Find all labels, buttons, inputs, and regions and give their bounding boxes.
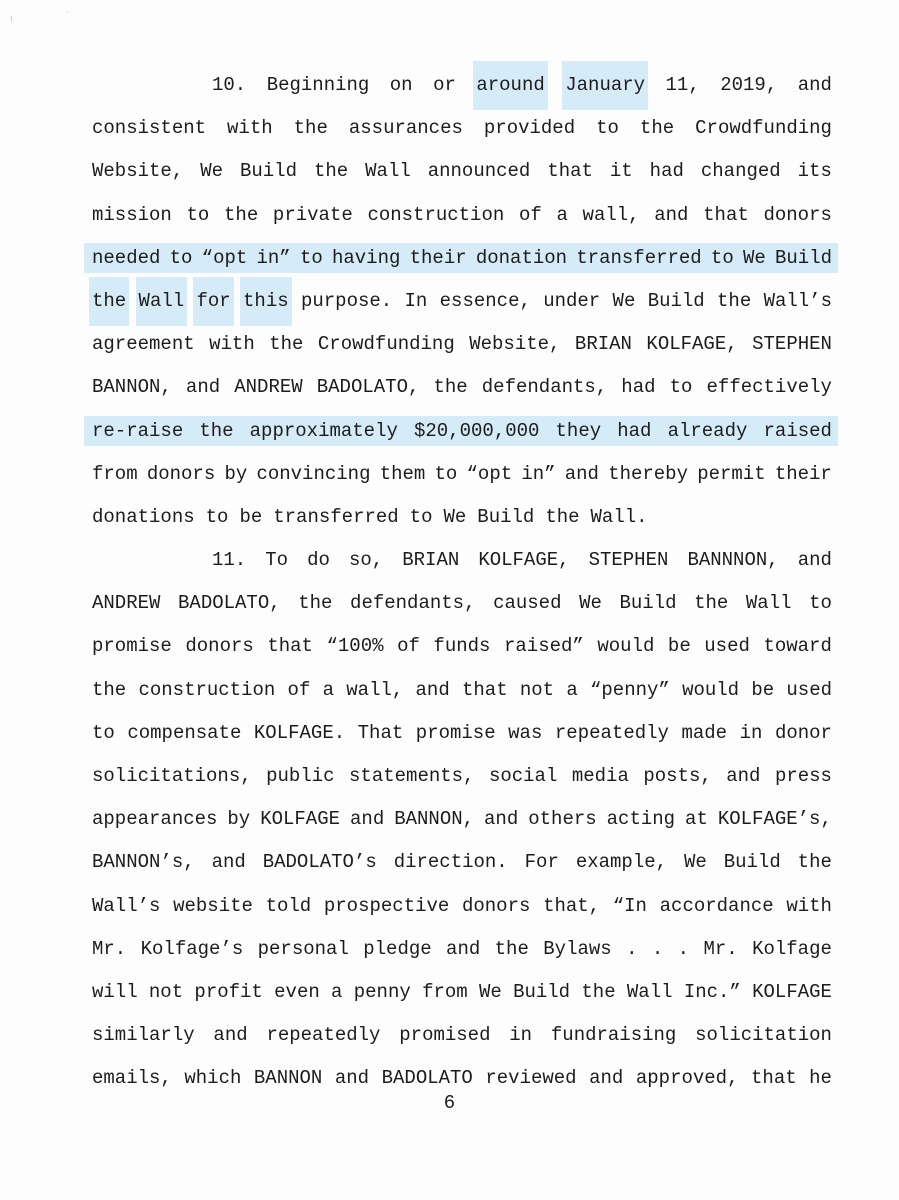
word: We [612, 289, 636, 312]
word: even [274, 980, 320, 1003]
text-line [92, 625, 832, 668]
word: used [704, 635, 750, 658]
word: approximately [249, 420, 398, 443]
word: We [579, 592, 602, 615]
word: private [272, 203, 353, 226]
word: BANNON’s, [92, 851, 195, 874]
word: by [227, 808, 251, 831]
word: so, [348, 549, 384, 572]
word: to [434, 462, 458, 485]
word: the [313, 160, 349, 183]
word: Inc.” [683, 980, 741, 1003]
word: example, [575, 851, 668, 874]
word: profit [194, 980, 263, 1003]
word: funds [433, 635, 491, 658]
word: not [148, 980, 184, 1003]
word: wall, [346, 678, 404, 701]
word: media [571, 765, 629, 787]
word: purpose. [300, 289, 393, 312]
word: announced [427, 160, 531, 183]
text-line [92, 280, 832, 323]
text-line [92, 798, 832, 841]
highlighted-word: for [196, 280, 230, 323]
word: be [239, 505, 263, 528]
word: with [227, 117, 273, 140]
word: public [266, 765, 335, 787]
word: promise [415, 721, 496, 744]
word: pledge [363, 937, 432, 960]
word: under [543, 289, 601, 312]
highlighted-word: the [92, 280, 126, 323]
document-body [92, 64, 832, 1101]
word: personal [257, 937, 349, 960]
word: to [169, 247, 193, 270]
word: Crowdfunding [317, 333, 455, 356]
word: that, [543, 894, 601, 917]
word: 11, [665, 74, 700, 96]
word: We [742, 247, 766, 270]
word: a [556, 203, 568, 226]
word: We [683, 851, 707, 874]
word: promised [399, 1024, 491, 1047]
text-line [92, 323, 832, 366]
word: told [265, 894, 312, 917]
word: BANNNON, [687, 549, 779, 572]
highlighted-word: around [476, 64, 544, 107]
text-line [92, 366, 832, 409]
word: STEPHEN [588, 549, 669, 572]
word: STEPHEN [752, 333, 832, 356]
word: repeatedly [266, 1024, 381, 1047]
text-line [92, 194, 832, 237]
word: direction. [393, 851, 508, 874]
word: caused [493, 592, 562, 615]
word: agreement [92, 333, 195, 356]
word: BRIAN [574, 333, 632, 356]
word: penny [353, 980, 411, 1003]
word: they [555, 420, 602, 443]
text-line [92, 496, 832, 539]
word: and [415, 678, 450, 701]
word: he [809, 1067, 832, 1090]
word: BANNON, [394, 808, 475, 831]
word: emails, [92, 1067, 172, 1090]
word: Build [477, 505, 535, 528]
word: that [462, 678, 508, 701]
word: . [651, 937, 664, 960]
text-line [92, 669, 832, 712]
word: Build [619, 592, 677, 615]
word: Build [774, 247, 832, 270]
word: defendants, [350, 592, 476, 615]
highlighted-text-line [84, 243, 838, 273]
word: donors [461, 894, 531, 917]
word: 11. [212, 549, 247, 572]
word: made [681, 721, 728, 744]
word: Build [647, 289, 705, 312]
word: the [797, 851, 832, 874]
word: to [205, 505, 229, 528]
highlighted-word: Wall [139, 280, 185, 323]
word: Wall [626, 980, 673, 1003]
word: promise [92, 635, 172, 658]
word: consistent [92, 117, 207, 140]
word: Website, [469, 333, 561, 356]
word: and [213, 1024, 248, 1047]
word: and [211, 851, 246, 874]
word: the [224, 203, 259, 226]
scan-artifact: · [66, 8, 69, 18]
word: statements, [349, 765, 475, 787]
word: already [667, 420, 748, 443]
word: In [404, 289, 428, 312]
word: to [186, 203, 210, 226]
word: posts, [643, 765, 712, 787]
word: that [703, 203, 749, 226]
word: would [597, 635, 655, 658]
word: changed [700, 160, 781, 183]
word: assurances [348, 117, 463, 140]
word: to [92, 721, 115, 744]
word: was [508, 721, 543, 744]
word: transferred [273, 505, 399, 528]
word: social [488, 765, 558, 787]
word: “100% [326, 635, 384, 658]
word: 2019, [720, 74, 778, 96]
word: Mr. [703, 937, 738, 960]
word: We [443, 505, 467, 528]
word: would [682, 678, 740, 701]
word: “opt [466, 462, 513, 485]
scan-artifact: ı [10, 14, 13, 24]
word: solicitations, [92, 765, 252, 787]
word: BADOLATO [381, 1067, 473, 1090]
word: donors [185, 635, 254, 658]
page-number: 6 [443, 1092, 456, 1114]
word: the [269, 333, 304, 356]
word: by [224, 462, 248, 485]
word: the [694, 592, 729, 615]
word: mission [92, 203, 172, 226]
word: in [509, 1024, 533, 1047]
word: that [267, 635, 313, 658]
word: do [307, 549, 330, 572]
word: to [809, 592, 832, 615]
word: solicitation [695, 1024, 832, 1047]
word: Kolfage [752, 937, 832, 960]
text-line [92, 712, 832, 755]
word: and [185, 376, 221, 399]
word: a [566, 678, 578, 701]
word: Wall [745, 592, 792, 615]
word: repeatedly [554, 721, 669, 744]
word: it [609, 160, 633, 183]
word: provided [483, 117, 576, 140]
word: BRIAN [402, 549, 460, 572]
word: re-raise [92, 420, 184, 443]
word: effectively [706, 376, 832, 399]
word: “penny” [589, 678, 670, 701]
word: a [322, 678, 335, 701]
text-line [92, 582, 832, 625]
word: BADOLATO, [178, 592, 281, 615]
word: Mr. [92, 937, 127, 960]
word: raised” [503, 635, 584, 658]
word: and [797, 74, 832, 96]
word: and [334, 1067, 370, 1090]
word: and [350, 808, 385, 831]
word: transferred [576, 247, 702, 270]
text-line [92, 539, 832, 582]
word: in [739, 721, 763, 744]
word: that [547, 160, 593, 183]
word: donations [92, 505, 195, 528]
word: in” [256, 247, 291, 270]
word: the [581, 980, 616, 1003]
word: needed [92, 247, 161, 270]
word: wall, [582, 203, 640, 226]
text-line [92, 841, 832, 884]
word: toward [763, 635, 832, 658]
word: on [389, 74, 413, 96]
word: or [433, 74, 456, 96]
word: having [331, 247, 401, 270]
word: Build [239, 160, 297, 183]
word: Crowdfunding [695, 117, 832, 140]
word: the [545, 505, 580, 528]
word: them [379, 462, 426, 485]
text-line [92, 971, 832, 1014]
word: “In [612, 894, 647, 917]
word: permit [697, 462, 766, 485]
word: Wall. [590, 505, 648, 528]
highlighted-text-line [84, 416, 838, 446]
word: KOLFAGE’s, [717, 808, 832, 831]
word: to [299, 247, 323, 270]
word: KOLFAGE, [646, 333, 738, 356]
word: We [200, 160, 223, 183]
word: the [433, 376, 468, 399]
word: approved, [635, 1067, 739, 1090]
word: to [710, 247, 734, 270]
word: construction [138, 678, 276, 701]
word: thereby [608, 462, 688, 485]
word: from [422, 980, 468, 1003]
highlighted-word: January [565, 64, 645, 107]
word: to [409, 505, 433, 528]
word: Kolfage’s [140, 937, 244, 960]
word: and [564, 462, 599, 485]
word: ANDREW [92, 592, 161, 615]
word: reviewed [485, 1067, 577, 1090]
word: construction [367, 203, 505, 226]
word: KOLFAGE [752, 980, 832, 1003]
word: defendants, [481, 376, 608, 399]
text-line [92, 107, 832, 150]
text-line [92, 64, 832, 107]
word: KOLFAGE, [478, 549, 570, 572]
word: and [726, 765, 761, 787]
word: press [774, 765, 832, 787]
word: KOLFAGE [260, 808, 341, 831]
word: similarly [92, 1024, 195, 1047]
word: of [397, 635, 420, 658]
word: and [446, 937, 481, 960]
word: and [589, 1067, 624, 1090]
word: convincing [256, 462, 371, 485]
word: ANDREW [234, 376, 303, 399]
word: the [92, 678, 127, 701]
word: the [293, 117, 328, 140]
word: Build [513, 980, 571, 1003]
word: appearances [92, 808, 218, 831]
text-line [92, 453, 832, 496]
word: Wall’s [763, 289, 832, 312]
word: will [92, 980, 138, 1003]
word: its [797, 160, 832, 183]
word: and [654, 203, 689, 226]
word: $20,000,000 [414, 420, 540, 443]
word: donation [475, 247, 568, 270]
word: the [717, 289, 752, 312]
text-line [92, 928, 832, 971]
text-line [92, 1014, 832, 1057]
word: compensate [127, 721, 242, 744]
word: Wall’s [92, 894, 161, 917]
word: BADOLATO’s [262, 851, 377, 874]
word: essence, [439, 289, 531, 312]
word: 10. [212, 74, 247, 96]
word: from [92, 462, 138, 485]
word: fundraising [550, 1024, 677, 1047]
word: their [409, 247, 467, 270]
word: at [685, 808, 708, 831]
word: the [639, 117, 675, 140]
word: That [357, 721, 404, 744]
word: To [265, 549, 289, 572]
word: in” [521, 462, 556, 485]
word: the [199, 420, 234, 443]
word: For [524, 851, 559, 874]
word: BANNON, [92, 376, 172, 399]
word: which [184, 1067, 242, 1090]
word: donor [774, 721, 832, 744]
word: BANNON [253, 1067, 323, 1090]
word: that [751, 1067, 797, 1090]
highlighted-word: this [243, 280, 289, 323]
text-line [92, 755, 832, 798]
word: Wall [365, 160, 411, 183]
word: website [173, 894, 253, 917]
word: with [209, 333, 255, 356]
word: BADOLATO, [316, 376, 420, 399]
word: had [649, 160, 684, 183]
word: donors [763, 203, 832, 226]
word: KOLFAGE. [253, 721, 346, 744]
word: the [298, 592, 333, 615]
word: had [621, 376, 656, 399]
word: used [786, 678, 832, 701]
word: Build [723, 851, 781, 874]
word: be [667, 635, 691, 658]
word: donors [146, 462, 216, 485]
word: . [677, 937, 690, 960]
word: of [518, 203, 542, 226]
word: had [617, 420, 652, 443]
text-line [92, 150, 832, 193]
word: . [626, 937, 638, 960]
word: “opt [201, 247, 248, 270]
word: with [786, 894, 832, 917]
word: the [494, 937, 529, 960]
text-line [92, 885, 832, 928]
word: others [528, 808, 597, 831]
word: Website, [92, 160, 184, 183]
word: prospective [323, 894, 450, 917]
word: to [669, 376, 693, 399]
word: their [774, 462, 832, 485]
word: and [484, 808, 519, 831]
word: We [478, 980, 502, 1003]
word: raised [763, 420, 832, 443]
word: Bylaws [543, 937, 612, 960]
word: acting [606, 808, 676, 831]
word: a [331, 980, 343, 1003]
word: of [287, 678, 311, 701]
word: Beginning [266, 74, 370, 96]
word: and [797, 549, 832, 572]
word: accordance [659, 894, 774, 917]
word: to [596, 117, 619, 140]
word: be [751, 678, 775, 701]
word: not [519, 678, 555, 701]
